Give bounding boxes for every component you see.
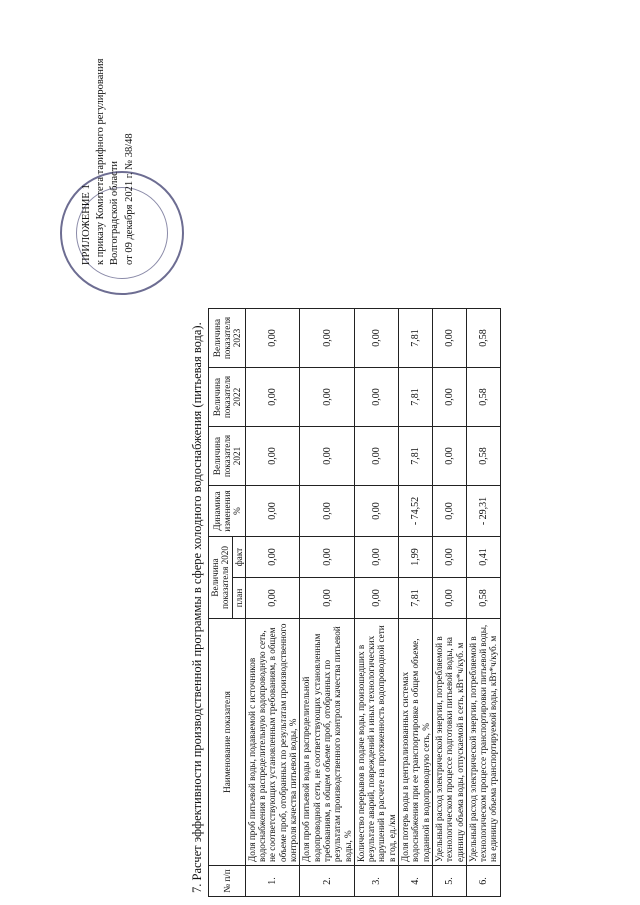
cell-dyn: - 74,52 [399,486,433,537]
table-row [354,309,398,897]
table-row [245,309,299,897]
cell-plan: 0,00 [354,578,398,619]
cell-v2021: 0,58 [466,427,500,486]
cell-dyn: 0,00 [432,486,466,537]
cell-name: Количество перерывов в подаче воды, произошедших в результате аварий, повреждений и иных технологических нарушений в расчете на протяженность водопроводной сети в год, ед./км [354,619,398,866]
cell-fact: 0,41 [466,537,500,578]
appendix-block [80,59,137,265]
efficiency-table [208,308,501,897]
cell-v2022: 0,58 [466,368,500,427]
cell-v2023: 0,00 [245,309,299,368]
cell-v2023: 0,00 [300,309,354,368]
cell-dyn: - 29,31 [466,486,500,537]
col-2023: Величина показателя 2023 [209,309,246,368]
cell-v2022: 0,00 [354,368,398,427]
cell-n: 3. [354,866,398,897]
cell-plan: 7,81 [399,578,433,619]
table-row [466,309,500,897]
table-row [432,309,466,897]
cell-v2022: 0,00 [432,368,466,427]
cell-plan: 0,00 [300,578,354,619]
cell-name: Доля проб питьевой воды в распределительной водопроводной сети, не соответствующих установленным требованиям, в общем объеме проб, отобранных по результатам производственного контроля качества питьевой воды, % [300,619,354,866]
col-num: № п/п [209,866,246,897]
cell-v2023: 0,00 [354,309,398,368]
table-row [399,309,433,897]
cell-dyn: 0,00 [245,486,299,537]
col-2021: Величина показателя 2021 [209,427,246,486]
cell-v2021: 0,00 [432,427,466,486]
cell-v2021: 0,00 [245,427,299,486]
cell-n: 1. [245,866,299,897]
cell-v2022: 0,00 [245,368,299,427]
cell-fact: 0,00 [432,537,466,578]
appendix-line3: от 09 декабря 2021 г. № 38/48 [123,133,135,265]
cell-name: Доля проб питьевой воды, подаваемой с источников водоснабжения в распределительную водопроводную сеть, не соответствующих установленным требованиям, в общем объеме проб, отобранных по результатам производственного контроля качества питьевой воды, % [245,619,299,866]
appendix-line1: к приказу Комитета тарифного регулирования [95,58,107,265]
col-2020: Величина показателя 2020 [209,537,233,619]
cell-v2023: 0,58 [466,309,500,368]
cell-v2022: 7,81 [399,368,433,427]
cell-fact: 0,00 [354,537,398,578]
col-fact: факт [232,537,245,578]
cell-v2022: 0,00 [300,368,354,427]
col-2022: Величина показателя 2022 [209,368,246,427]
cell-name: Доля потерь воды в централизованных системах водоснабжения при ее транспортировке в общем объеме, поданной в водопроводную сеть, % [399,619,433,866]
cell-n: 5. [432,866,466,897]
appendix-line2: Волгоградской области [109,160,121,265]
cell-v2021: 7,81 [399,427,433,486]
cell-plan: 0,00 [432,578,466,619]
cell-n: 6. [466,866,500,897]
cell-name: Удельный расход электрической энергии, потребляемой в технологическом процессе транспортировки питьевой воды, на единицу объема транспортируемой воды, кВт*ч/куб. м [466,619,500,866]
table-body [245,309,500,897]
cell-n: 4. [399,866,433,897]
cell-plan: 0,58 [466,578,500,619]
col-plan: план [232,578,245,619]
table-row [300,309,354,897]
cell-dyn: 0,00 [354,486,398,537]
cell-fact: 1,99 [399,537,433,578]
cell-name: Удельный расход электрической энергии, потребляемой в технологическом процессе подготовки питьевой воды, на единицу объема воды, отпускаемой в сеть, кВт*ч/куб. м [432,619,466,866]
section-title: 7. Расчет эффективности производственной программы в сфере холодного водоснабжения (питьевая вода). [190,322,204,893]
appendix-label: ПРИЛОЖЕНИЕ 1 [81,184,92,265]
cell-fact: 0,00 [245,537,299,578]
cell-dyn: 0,00 [300,486,354,537]
cell-v2021: 0,00 [354,427,398,486]
cell-v2021: 0,00 [300,427,354,486]
cell-v2023: 0,00 [432,309,466,368]
cell-n: 2. [300,866,354,897]
cell-fact: 0,00 [300,537,354,578]
cell-v2023: 7,81 [399,309,433,368]
col-dyn: Динамика изменения % [209,486,246,537]
col-name: Наименование показателя [209,619,246,866]
cell-plan: 0,00 [245,578,299,619]
